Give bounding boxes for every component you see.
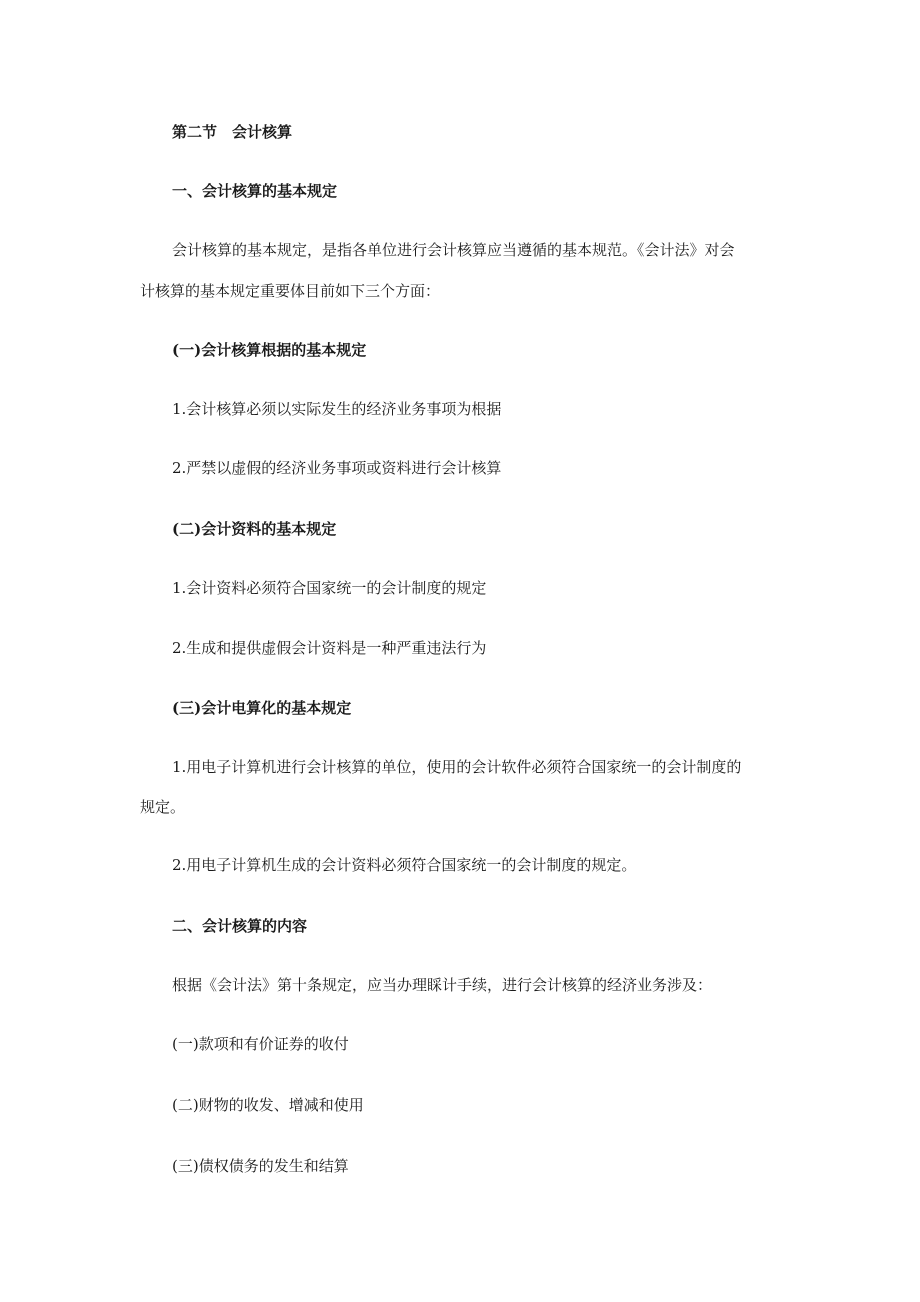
heading-content: 二、会计核算的内容	[172, 917, 308, 935]
section-title: 第二节 会计核算	[172, 123, 293, 141]
content-intro: 根据《会计法》第十条规定，应当办理睬计手续，进行会计核算的经济业务涉及：	[172, 976, 713, 994]
intro-paragraph-line2: 计核算的基本规定重要体目前如下三个方面：	[140, 282, 441, 300]
list-item: (二)财物的收发、增减和使用	[172, 1096, 364, 1114]
subheading-materials: (二)会计资料的基本规定	[172, 520, 337, 538]
intro-line1-text: 会计核算的基本规定，是指各单位进行会计核算应当遵循的基本规范。《会计法》对会	[172, 241, 735, 259]
list-item: (一)款项和有价证券的收付	[172, 1035, 349, 1053]
heading-basic-rules: 一、会计核算的基本规定	[172, 182, 338, 200]
list-item-line2: 规定。	[140, 798, 186, 816]
list-item: (三)债权债务的发生和结算	[172, 1157, 349, 1175]
intro-paragraph-line1	[172, 238, 812, 262]
subheading-basis: (一)会计核算根据的基本规定	[172, 341, 367, 359]
list-item: 2.严禁以虚假的经济业务事项或资料进行会计核算	[172, 459, 502, 477]
list-item: 2.生成和提供虚假会计资料是一种严重违法行为	[172, 639, 487, 657]
list-item: 2.用电子计算机生成的会计资料必须符合国家统一的会计制度的规定。	[172, 856, 637, 874]
list-item: 1.会计资料必须符合国家统一的会计制度的规定	[172, 579, 487, 597]
list-item-line1: 1.用电子计算机进行会计核算的单位，使用的会计软件必须符合国家统一的会计制度的	[172, 758, 742, 776]
list-item: 1.会计核算必须以实际发生的经济业务事项为根据	[172, 400, 502, 418]
subheading-computerization: (三)会计电算化的基本规定	[172, 699, 352, 717]
